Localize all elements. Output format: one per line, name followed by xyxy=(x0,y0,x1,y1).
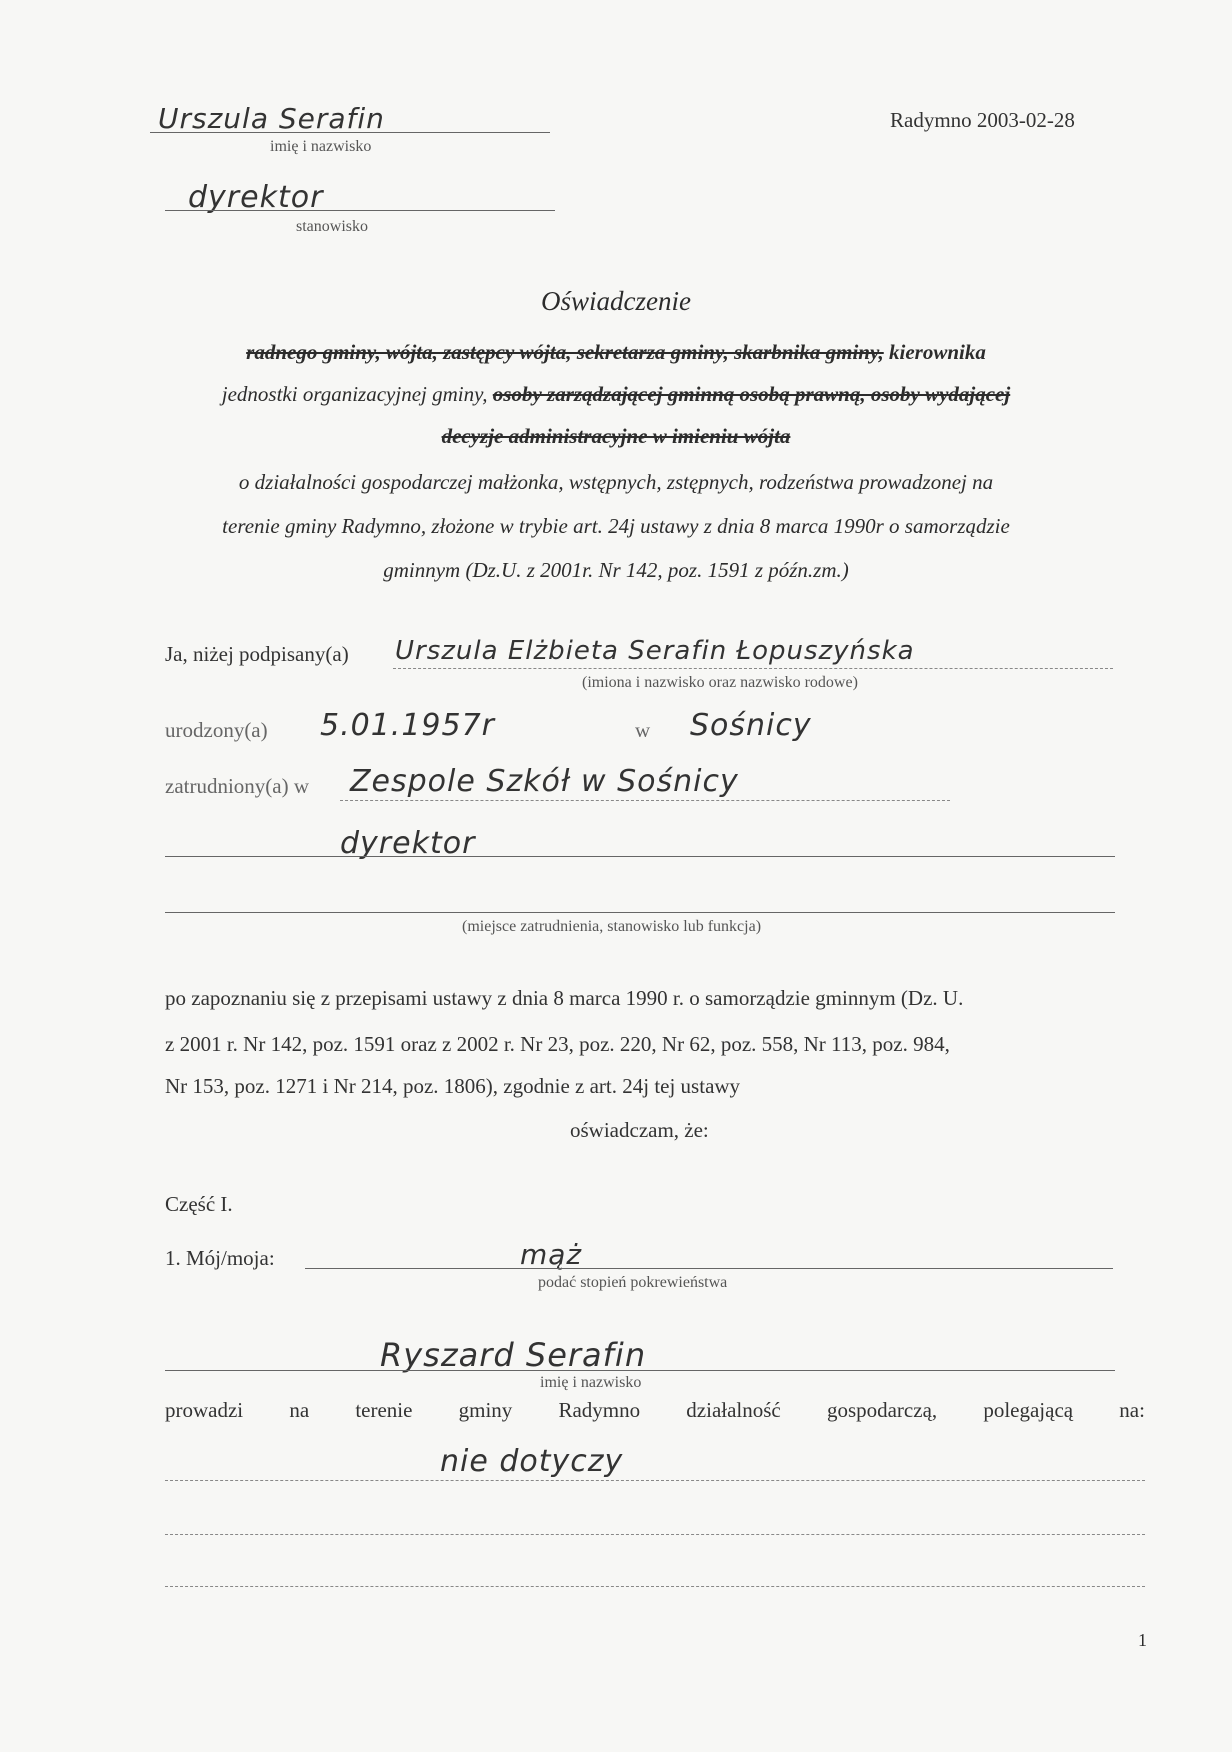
subtitle-kept-1: kierownika xyxy=(889,340,986,364)
activity-line-3 xyxy=(165,1586,1145,1587)
declarant-caption: (imiona i nazwisko oraz nazwisko rodowe) xyxy=(582,674,858,691)
part1-heading: Część I. xyxy=(165,1192,233,1216)
relation-caption: podać stopień pokrewieństwa xyxy=(538,1274,728,1291)
activity-word: Radymno xyxy=(558,1398,641,1422)
subtitle-line-5: terenie gminy Radymno, złożone w trybie art. 24j ustawy z dnia 8 marca 1990r o samorządzie xyxy=(222,514,1010,538)
declare-text: oświadczam, że: xyxy=(570,1118,709,1142)
position-value: dyrektor xyxy=(188,180,324,215)
person-caption: imię i nazwisko xyxy=(540,1374,642,1391)
employment-underline xyxy=(165,912,1115,913)
activity-word: polegającą xyxy=(983,1398,1074,1422)
statement-line-2: z 2001 r. Nr 142, poz. 1591 oraz z 2002 r. Nr 23, poz. 220, Nr 62, poz. 558, Nr 113, poz. 984, xyxy=(165,1032,950,1056)
position-caption: stanowisko xyxy=(296,218,368,235)
subtitle-struck-1: radnego gminy, wójta, zastępcy wójta, sekretarza gminy, skarbnika gminy, xyxy=(246,340,884,364)
born-in-label: w xyxy=(635,718,651,742)
relation-underline xyxy=(305,1268,1113,1269)
subtitle-line-2 xyxy=(0,382,1232,407)
activity-line-2 xyxy=(165,1534,1145,1535)
subtitle-struck-3: decyzje administracyjne w imieniu wójta xyxy=(441,424,791,448)
declarant-value: Urszula Elżbieta Serafin Łopuszyńska xyxy=(395,636,915,666)
position-underline xyxy=(165,210,555,211)
activity-word: działalność xyxy=(686,1398,781,1422)
name-signature: Urszula Serafin xyxy=(158,102,385,135)
statement-line-3: Nr 153, poz. 1271 i Nr 214, poz. 1806), zgodnie z art. 24j tej ustawy xyxy=(165,1074,741,1098)
activity-word: prowadzi xyxy=(165,1398,244,1422)
job-underline xyxy=(165,856,1115,857)
person-value: Ryszard Serafin xyxy=(380,1336,647,1374)
job-title-value: dyrektor xyxy=(340,826,476,861)
name-caption: imię i nazwisko xyxy=(270,138,372,155)
person-underline xyxy=(165,1370,1115,1371)
document-title: Oświadczenie xyxy=(541,286,691,316)
subtitle-line-6: gminnym (Dz.U. z 2001r. Nr 142, poz. 1591 z późn.zm.) xyxy=(383,558,849,582)
activity-word: na: xyxy=(1119,1398,1145,1422)
item-label: 1. Mój/moja: xyxy=(165,1246,275,1270)
subtitle-kept-2: jednostki organizacyjnej gminy, xyxy=(221,382,488,406)
name-underline xyxy=(150,132,550,133)
activity-word: na xyxy=(289,1398,310,1422)
declarant-label: Ja, niżej podpisany(a) xyxy=(165,642,349,666)
employer-value: Zespole Szkół w Sośnicy xyxy=(350,764,739,799)
place-date: Radymno 2003-02-28 xyxy=(890,108,1075,132)
activity-line xyxy=(165,1398,1145,1423)
activity-word: gospodarczą, xyxy=(826,1398,938,1422)
born-label: urodzony(a) xyxy=(165,718,268,742)
activity-word: gminy xyxy=(458,1398,513,1422)
statement-line-1: po zapoznaniu się z przepisami ustawy z dnia 8 marca 1990 r. o samorządzie gminnym (Dz. U. xyxy=(165,986,964,1010)
employed-label: zatrudniony(a) w xyxy=(165,774,310,798)
born-place: Sośnicy xyxy=(690,708,812,743)
page-number: 1 xyxy=(1138,1630,1147,1650)
subtitle-line-4: o działalności gospodarczej małżonka, wstępnych, zstępnych, rodzeństwa prowadzonej na xyxy=(238,470,994,494)
activity-word: terenie xyxy=(355,1398,413,1422)
declarant-underline xyxy=(393,668,1113,669)
relation-value: mąż xyxy=(520,1238,583,1271)
activity-line-1 xyxy=(165,1480,1145,1481)
activity-value: nie dotyczy xyxy=(440,1444,624,1479)
subtitle-line-1 xyxy=(0,340,1232,365)
subtitle-struck-2: osoby zarządzającej gminną osobą prawną, osoby wydającej xyxy=(492,382,1011,406)
employment-caption: (miejsce zatrudnienia, stanowisko lub funkcja) xyxy=(462,918,762,935)
employer-underline xyxy=(340,800,950,801)
born-date: 5.01.1957r xyxy=(320,708,496,743)
